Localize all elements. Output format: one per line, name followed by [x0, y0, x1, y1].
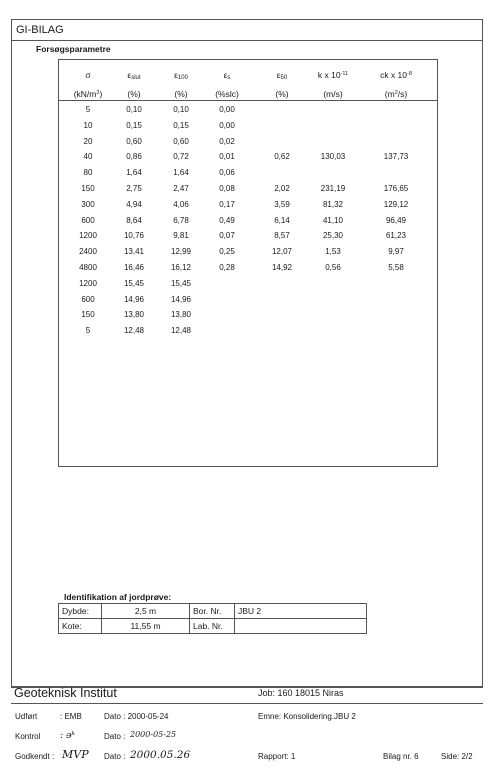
title-divider	[11, 40, 483, 41]
lab-value	[235, 619, 367, 634]
table-cell: 13,41	[123, 247, 145, 257]
page-title: GI-BILAG	[16, 24, 64, 36]
table-cell: 96,49	[385, 215, 407, 225]
table-cell: 10,76	[123, 231, 145, 241]
section-title: Forsøgsparametre	[36, 44, 111, 54]
table-cell: 12,99	[170, 247, 192, 257]
column-unit: (%slc)	[215, 89, 239, 99]
table-cell: 4800	[79, 262, 97, 272]
table-cell: 2,47	[173, 183, 189, 193]
table-cell: 10	[83, 120, 93, 130]
table-cell: 61,23	[385, 231, 407, 241]
table-cell	[254, 165, 310, 181]
identification-table	[58, 603, 367, 634]
column-unit: (%)	[275, 89, 289, 99]
table-cell: 81,32	[322, 199, 344, 209]
table-column	[254, 102, 310, 276]
table-cell: 25,30	[322, 231, 344, 241]
column-header: ε50	[276, 70, 288, 81]
table-cell	[254, 118, 310, 134]
table-cell: 0,02	[219, 136, 235, 146]
side-number: Side: 2/2	[441, 752, 473, 761]
table-column	[199, 102, 255, 276]
table-cell: 600	[81, 215, 95, 225]
table-cell: 8,64	[126, 215, 142, 225]
table-cell: 0,49	[219, 215, 235, 225]
table-cell: 15,45	[123, 278, 145, 288]
dato-godkendt-value: 2000.05.26	[130, 749, 191, 761]
table-cell: 0,60	[126, 136, 142, 146]
table-cell: 129,12	[383, 199, 409, 209]
table-cell	[254, 134, 310, 150]
dato-godkendt-label: Dato :	[104, 752, 126, 761]
table-cell: 1,53	[325, 247, 341, 257]
table-cell: 8,57	[274, 231, 290, 241]
column-header: σ	[85, 70, 91, 80]
table-cell	[368, 134, 424, 150]
table-cell: 0,10	[126, 105, 142, 114]
table-cell: 2,02	[274, 183, 290, 193]
kote-value: 11,55 m	[102, 619, 190, 634]
table-cell: 600	[81, 294, 95, 304]
table-cell: 231,19	[320, 183, 346, 193]
footer-divider	[11, 703, 483, 704]
table-cell	[368, 102, 424, 118]
table-cell: 0,15	[126, 120, 142, 130]
table-cell: 15,45	[170, 278, 192, 288]
table-cell: 5,58	[388, 262, 404, 272]
column-header: k x $10^{-11}$	[317, 70, 349, 80]
table-cell: 0,86	[126, 152, 142, 162]
table-cell: 9,81	[173, 231, 189, 241]
table-cell: 4,94	[126, 199, 142, 209]
table-cell	[368, 118, 424, 134]
company-name: Geoteknisk Institut	[14, 686, 117, 700]
rapport: Rapport: 1	[258, 752, 296, 761]
lab-label: Lab. Nr.	[190, 619, 235, 634]
table-cell: 6,78	[173, 215, 189, 225]
dato-udfoert: Dato : 2000-05-24	[104, 712, 169, 721]
table-cell: 150	[81, 183, 95, 193]
udfoert-label: Udført	[15, 712, 38, 721]
dato-kontrol-label: Dato :	[104, 732, 126, 741]
table-cell: 41,10	[322, 215, 344, 225]
table-cell: 14,92	[271, 262, 293, 272]
table-cell: 0,00	[219, 105, 235, 114]
table-cell: 3,59	[274, 199, 290, 209]
table-cell: 0,72	[173, 152, 189, 162]
table-cell: 0,00	[219, 120, 235, 130]
table-cell: 5	[85, 105, 91, 114]
table-cell: 0,25	[219, 247, 235, 257]
table-cell: 0,62	[274, 152, 290, 162]
table-cell: 0,17	[219, 199, 235, 209]
column-unit: (m/s)	[323, 89, 343, 99]
dato-kontrol-value: 2000-05-25	[130, 730, 177, 739]
kontrol-signature: : ɔ̶ᵏ	[60, 730, 76, 741]
table-cell: 2,75	[126, 183, 142, 193]
column-unit: $(m^2/s)$	[384, 89, 408, 99]
table-cell: 0,06	[219, 168, 235, 178]
table-cell	[305, 134, 361, 150]
table-cell: 80	[83, 168, 93, 178]
column-header: ck x $10^{-8}$	[380, 70, 412, 80]
table-cell	[368, 165, 424, 181]
table-cell: 130,03	[320, 152, 346, 162]
table-cell: 16,12	[170, 262, 192, 272]
table-cell: 12,07	[271, 247, 293, 257]
dybde-label: Dybde:	[59, 604, 102, 619]
emne: Emne: Konsolidering.JBU 2	[258, 712, 356, 721]
table-column	[368, 102, 424, 276]
table-cell: 12,48	[123, 326, 145, 336]
table-cell: 12,48	[170, 326, 192, 336]
table-cell: 300	[81, 199, 95, 209]
udfoert-value: : EMB	[60, 712, 82, 721]
table-cell: 14,96	[123, 294, 145, 304]
table-cell: 0,60	[173, 136, 189, 146]
table-cell: 176,65	[383, 183, 409, 193]
table-cell: 13,80	[123, 310, 145, 320]
table-column	[305, 102, 361, 276]
table-cell: 4,06	[173, 199, 189, 209]
bor-value: JBU 2	[235, 604, 367, 619]
table-cell: 0,28	[219, 262, 235, 272]
table-cell	[254, 102, 310, 118]
table-cell: 150	[81, 310, 95, 320]
table-cell: 40	[83, 152, 93, 162]
table-cell: 0,08	[219, 183, 235, 193]
table-cell: 1,64	[173, 168, 189, 178]
table-cell: 0,56	[325, 262, 341, 272]
bor-label: Bor. Nr.	[190, 604, 235, 619]
table-cell	[305, 165, 361, 181]
column-unit: $(kN/m^2)$	[73, 89, 103, 99]
table-cell: 13,80	[170, 310, 192, 320]
godkendt-signature: MVP	[62, 748, 89, 761]
kontrol-label: Kontrol	[15, 732, 41, 741]
table-cell: 0,01	[219, 152, 235, 162]
column-unit: (%)	[127, 89, 141, 99]
table-cell: 137,73	[383, 152, 409, 162]
table-cell: 0,10	[173, 105, 189, 114]
table-cell: 5	[85, 326, 91, 336]
table-cell	[305, 102, 361, 118]
table-cell: 16,46	[123, 262, 145, 272]
table-cell: 0,15	[173, 120, 189, 130]
table-cell: 1200	[79, 278, 97, 288]
bilag-number: Bilag nr. 6	[383, 752, 419, 761]
table-cell: 1200	[79, 231, 97, 241]
job-number: Job: 160 18015 Niras	[258, 688, 344, 698]
godkendt-label: Godkendt	[15, 752, 50, 761]
header-divider	[58, 100, 438, 101]
column-header: εs	[223, 70, 231, 81]
table-cell	[305, 118, 361, 134]
dybde-value: 2,5 m	[102, 604, 190, 619]
table-cell: 9,97	[388, 247, 404, 257]
godkendt-colon: :	[52, 752, 55, 761]
table-cell: 20	[83, 136, 93, 146]
column-header: ε100	[174, 70, 188, 81]
table-cell: 6,14	[274, 215, 290, 225]
table-cell: 1,64	[126, 168, 142, 178]
kote-label: Kote:	[59, 619, 102, 634]
column-header: εslut	[127, 70, 141, 81]
table-cell: 0,07	[219, 231, 235, 241]
column-unit: (%)	[174, 89, 188, 99]
table-cell: 2400	[79, 247, 97, 257]
table-cell: 14,96	[170, 294, 192, 304]
identification-title: Identifikation af jordprøve:	[64, 592, 172, 602]
